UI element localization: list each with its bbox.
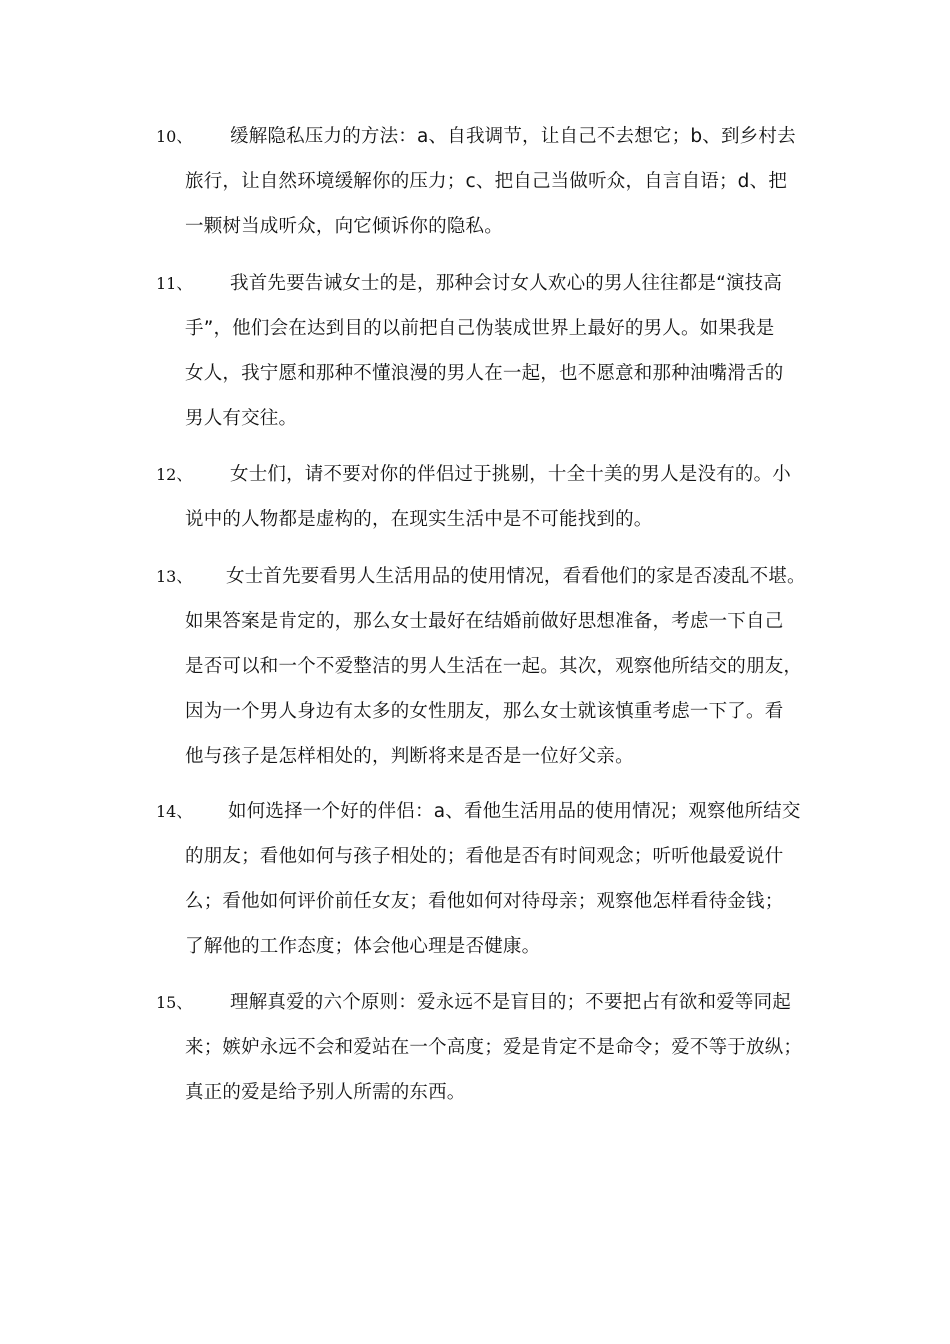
item-text-line: 了解他的工作态度；体会他心理是否健康。 [185, 936, 541, 957]
item-text-line: 女人，我宁愿和那种不懂浪漫的男人在一起，也不愿意和那种油嘴滑舌的 [185, 363, 784, 384]
item-text-line: 真正的爱是给予别人所需的东西。 [185, 1082, 466, 1103]
item-text-line: 的朋友；看他如何与孩子相处的；看他是否有时间观念；听听他最爱说什 [185, 846, 784, 867]
item-number: 15、 [156, 993, 193, 1012]
item-text-line: 旅行，让自然环境缓解你的压力；c、把自己当做听众，自言自语；d、把 [185, 171, 788, 192]
item-number: 10、 [156, 127, 193, 146]
item-text-line: 如何选择一个好的伴侣：a、看他生活用品的使用情况；观察他所结交 [228, 801, 801, 822]
item-text-line: 一颗树当成听众，向它倾诉你的隐私。 [185, 216, 503, 237]
item-text-line: 说中的人物都是虚构的，在现实生活中是不可能找到的。 [185, 509, 653, 530]
item-text-line: 理解真爱的六个原则：爱永远不是盲目的；不要把占有欲和爱等同起 [230, 992, 792, 1013]
item-number: 12、 [156, 465, 193, 484]
item-text-line: 因为一个男人身边有太多的女性朋友，那么女士就该慎重考虑一下了。看 [185, 701, 784, 722]
item-text-line: 手”，他们会在达到目的以前把自己伪装成世界上最好的男人。如果我是 [185, 318, 775, 339]
item-text-line: 男人有交往。 [185, 408, 298, 429]
item-number: 11、 [156, 274, 193, 293]
item-text-line: 他与孩子是怎样相处的，判断将来是否是一位好父亲。 [185, 746, 634, 767]
item-text-line: 是否可以和一个不爱整洁的男人生活在一起。其次，观察他所结交的朋友， [185, 656, 803, 677]
item-text-line: 女士首先要看男人生活用品的使用情况，看看他们的家是否凌乱不堪。 [226, 566, 806, 587]
item-number: 13、 [156, 567, 193, 586]
item-text-line: 我首先要告诫女士的是，那种会讨女人欢心的男人往往都是“演技高 [230, 273, 783, 294]
item-text-line: 缓解隐私压力的方法：a、自我调节，让自己不去想它；b、到乡村去 [230, 126, 796, 147]
item-number: 14、 [156, 802, 193, 821]
item-text-line: 么；看他如何评价前任女友；看他如何对待母亲；观察他怎样看待金钱； [185, 891, 784, 912]
item-text-line: 女士们，请不要对你的伴侣过于挑剔，十全十美的男人是没有的。小 [230, 464, 792, 485]
item-text-line: 来；嫉妒永远不会和爱站在一个高度；爱是肯定不是命令；爱不等于放纵； [185, 1037, 803, 1058]
item-text-line: 如果答案是肯定的，那么女士最好在结婚前做好思想准备，考虑一下自己 [185, 611, 784, 632]
